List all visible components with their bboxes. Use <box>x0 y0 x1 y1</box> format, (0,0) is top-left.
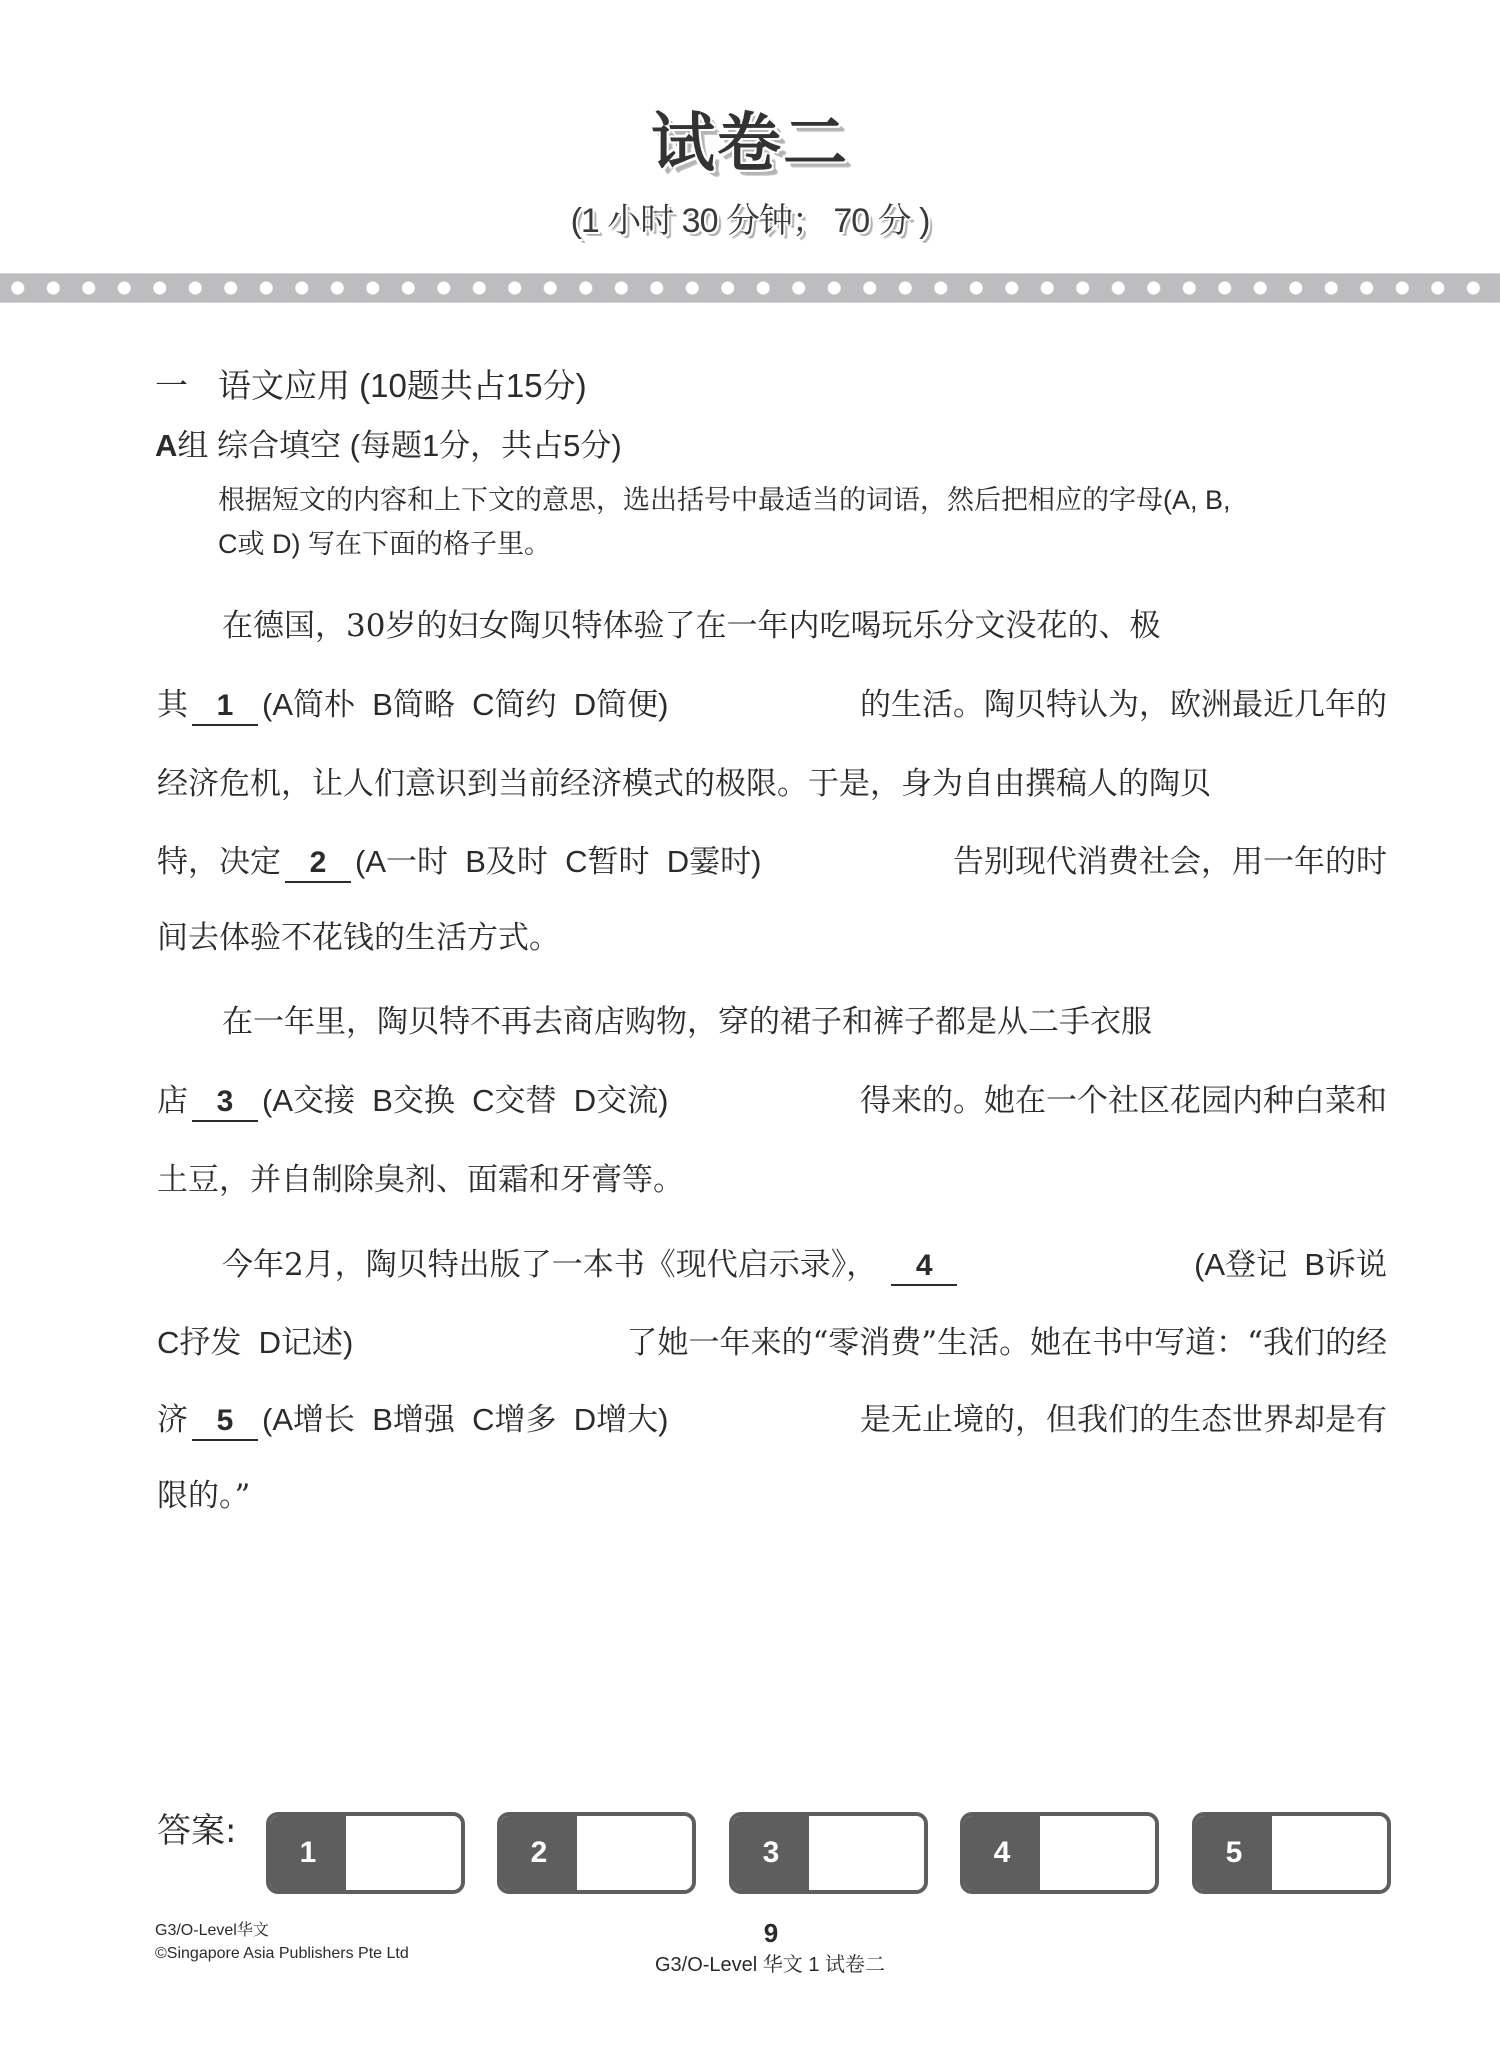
passage-line: 店 3 (A交接 B交换 C交替 D交流) 得来的。她在一个社区花园内种白菜和 <box>157 1071 1387 1131</box>
blank-4: 4 <box>891 1248 957 1286</box>
section-title: 语文应用 (10题共占15分) <box>218 367 587 404</box>
answer-field-2[interactable] <box>577 1816 692 1890</box>
page-number: 9 <box>763 1918 779 1948</box>
group-heading <box>155 424 622 468</box>
group-title: 组 综合填空 (每题1分，共占5分) <box>177 428 622 463</box>
group-letter: A <box>155 428 178 463</box>
answer-box-2[interactable] <box>497 1812 696 1894</box>
passage-line: 土豆，并自制除臭剂、面霜和牙膏等。 <box>157 1162 684 1198</box>
passage-line: 限的。” <box>157 1478 251 1514</box>
answer-box-5[interactable] <box>1192 1812 1391 1894</box>
page-title: 试卷二 <box>651 107 849 181</box>
answer-label: 答案: <box>157 1811 237 1851</box>
options-2: (A一时 B及时 C暂时 D霎时) <box>355 844 762 879</box>
options-4: (A登记 B诉说 <box>1194 1247 1387 1282</box>
options-3: (A交接 B交换 C交替 D交流) <box>262 1083 669 1118</box>
footer-copyright: ©Singapore Asia Publishers Pte Ltd <box>155 1945 409 1962</box>
passage-line: 经济危机，让人们意识到当前经济模式的极限。于是，身为自由撰稿人的陶贝 <box>157 766 1211 802</box>
answer-field-3[interactable] <box>809 1816 924 1890</box>
options-1: (A简朴 B简略 C简约 D简便) <box>262 687 669 722</box>
blank-5: 5 <box>192 1403 258 1441</box>
section-number: 一 <box>155 367 188 404</box>
passage-line: 在一年里，陶贝特不再去商店购物，穿的裙子和裤子都是从二手衣服 <box>222 1004 1152 1040</box>
footer-paper-label: G3/O-Level 华文 1 试卷二 <box>654 1954 886 1976</box>
answer-number: 2 <box>501 1816 577 1890</box>
passage-line: 其 1 (A简朴 B简略 C简约 D简便) 的生活。陶贝特认为，欧洲最近几年的 <box>157 675 1387 735</box>
answer-field-4[interactable] <box>1040 1816 1155 1890</box>
options-4-cont: C抒发 D记述) <box>157 1325 354 1360</box>
answer-number: 4 <box>964 1816 1040 1890</box>
answer-field-1[interactable] <box>346 1816 461 1890</box>
passage-line: 在德国，30岁的妇女陶贝特体验了在一年内吃喝玩乐分文没花的、极 <box>222 608 1161 644</box>
answer-box-1[interactable] <box>266 1812 465 1894</box>
blank-2: 2 <box>285 845 351 883</box>
answer-field-5[interactable] <box>1272 1816 1387 1890</box>
answer-box-4[interactable] <box>960 1812 1159 1894</box>
passage-line: 特，决定 2 (A一时 B及时 C暂时 D霎时) 告别现代消费社会，用一年的时 <box>157 832 1387 892</box>
answer-number: 3 <box>733 1816 809 1890</box>
footer-publisher <box>155 1919 409 1965</box>
instruction-line: 根据短文的内容和上下文的意思，选出括号中最适当的词语，然后把相应的字母(A, B, <box>218 485 1231 515</box>
options-5: (A增长 B增强 C增多 D增大) <box>262 1402 669 1437</box>
blank-1: 1 <box>192 688 258 726</box>
dotted-divider <box>0 273 1500 303</box>
instruction-line: C或 D) 写在下面的格子里。 <box>218 529 551 559</box>
answer-number: 1 <box>270 1816 346 1890</box>
section-heading <box>155 364 587 408</box>
blank-3: 3 <box>192 1084 258 1122</box>
passage-line: 济 5 (A增长 B增强 C增多 D增大) 是无止境的，但我们的生态世界却是有 <box>157 1390 1387 1450</box>
footer-series: G3/O-Level华文 <box>155 1922 269 1939</box>
answer-box-3[interactable] <box>729 1812 928 1894</box>
passage-line: C抒发 D记述) 了她一年来的“零消费”生活。她在书中写道：“我们的经 <box>157 1313 1387 1373</box>
answer-number: 5 <box>1196 1816 1272 1890</box>
passage-line: 今年2月，陶贝特出版了一本书《现代启示录》， 4 (A登记 B诉说 <box>222 1235 1387 1295</box>
page-subtitle: (1 小时 30 分钟； 70 分 ) <box>570 202 930 240</box>
passage-line: 间去体验不花钱的生活方式。 <box>157 920 560 956</box>
